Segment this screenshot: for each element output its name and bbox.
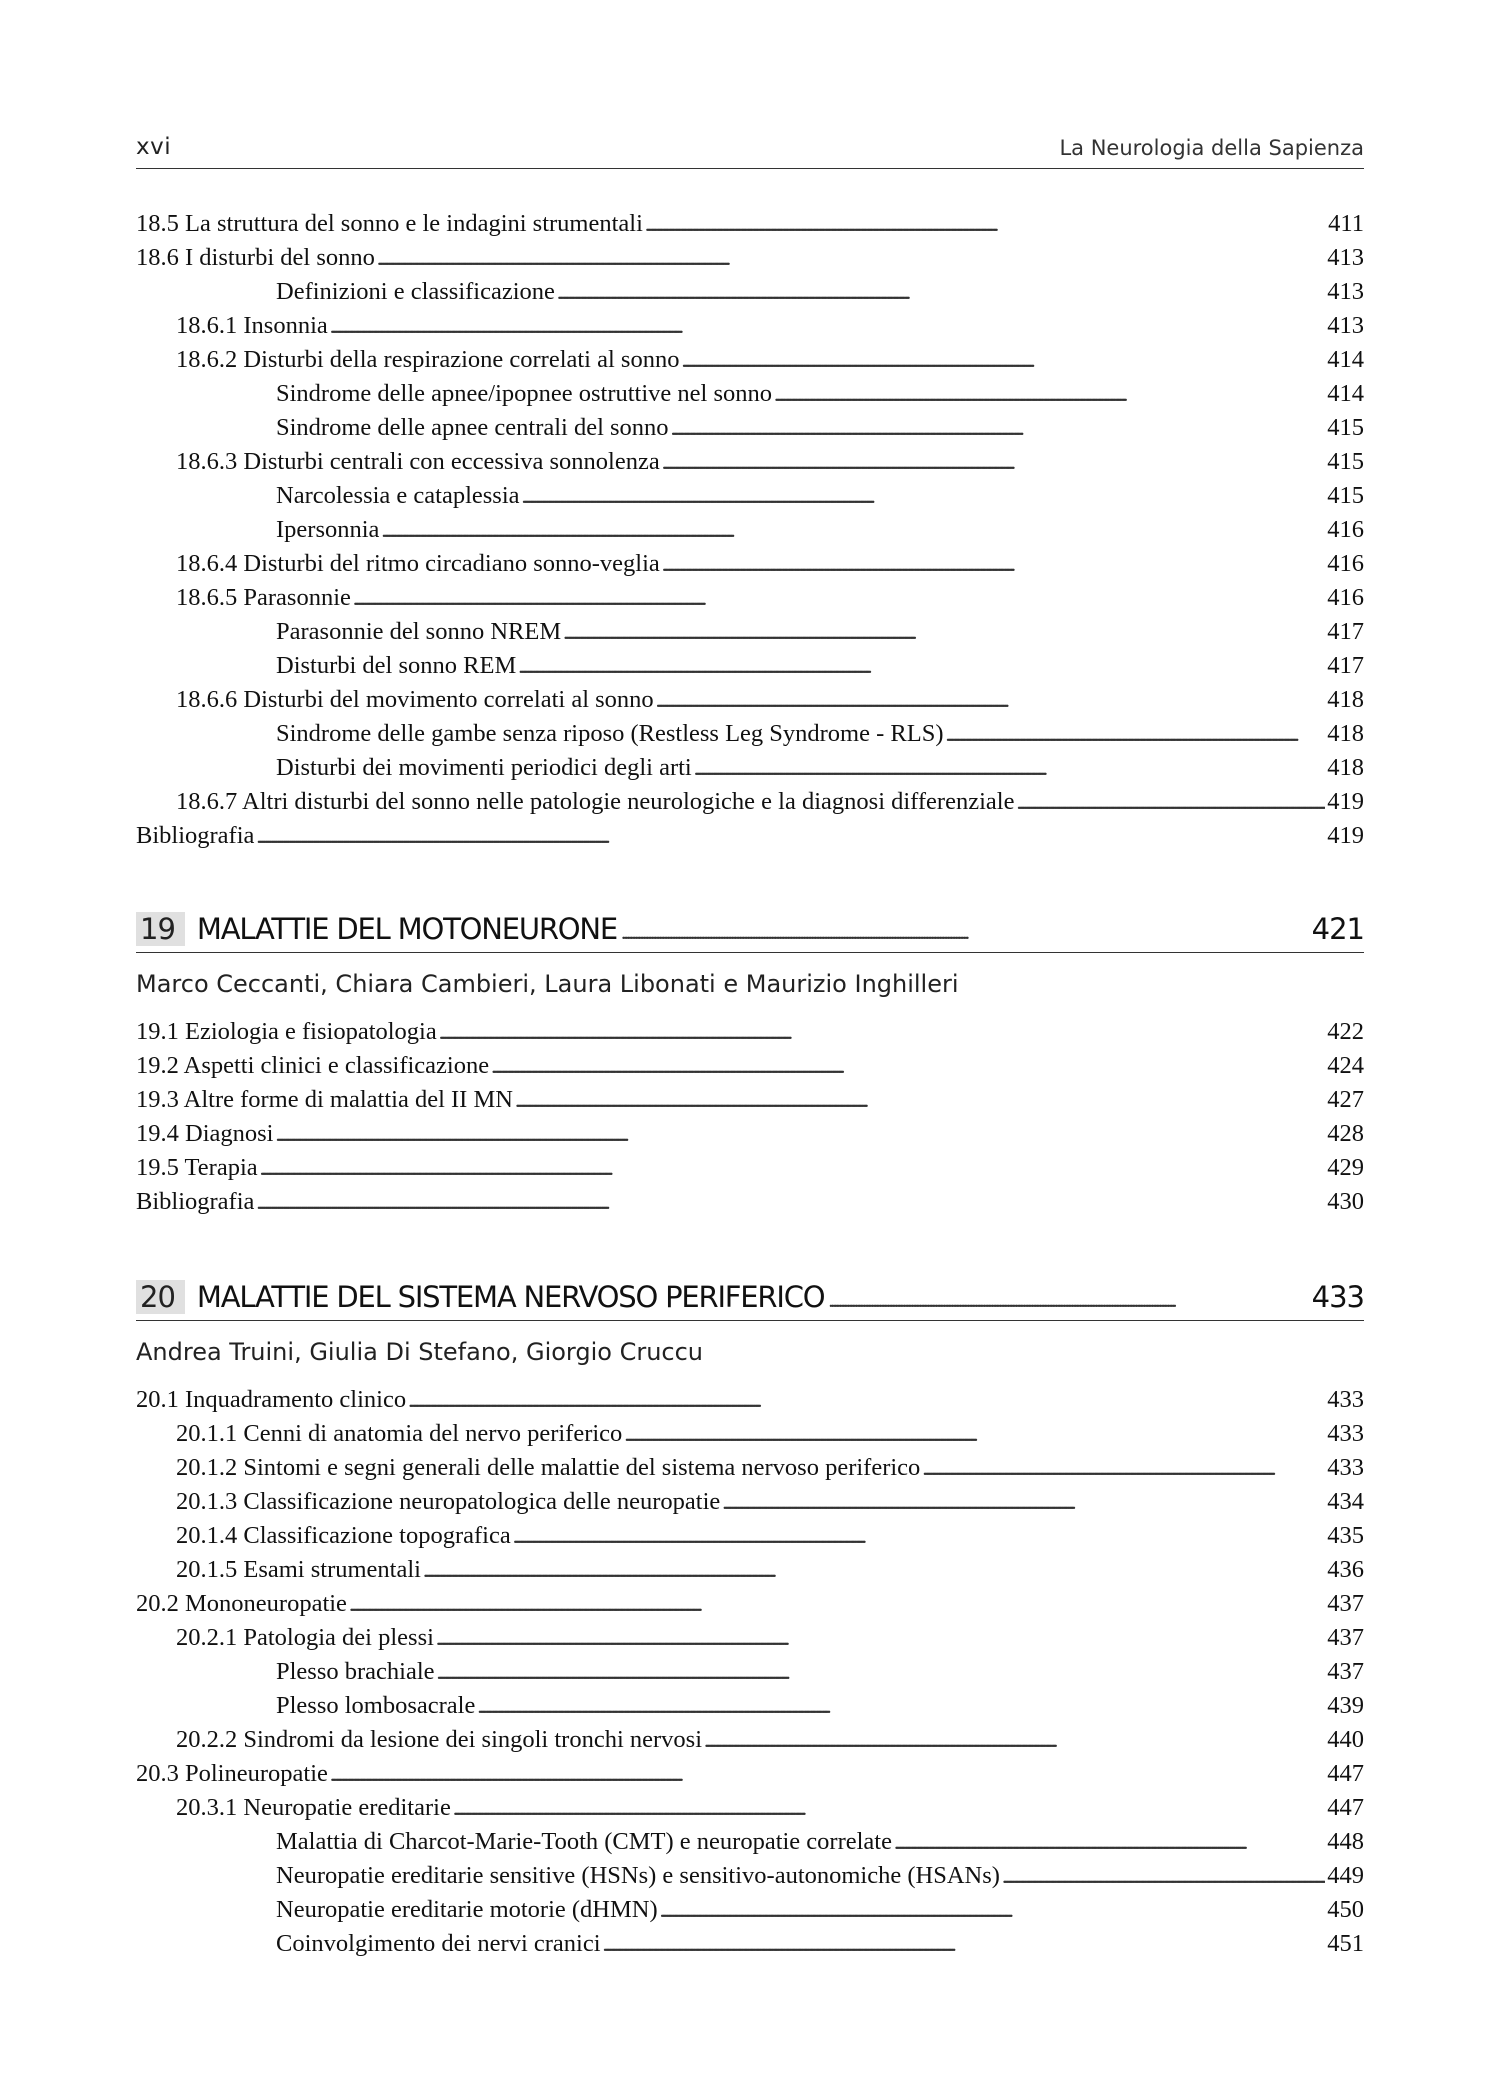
dot-leader [518, 652, 1325, 680]
toc-entry-title: 19.5 Terapia [136, 1154, 258, 1181]
toc-entry-page: 430 [1327, 1188, 1364, 1215]
dot-leader [349, 1590, 1325, 1618]
chapter-number: 20 [136, 1280, 185, 1314]
toc-entry[interactable] [136, 1154, 1364, 1188]
dot-leader [256, 1188, 1325, 1216]
dot-leader [381, 516, 1325, 544]
toc-entry[interactable] [136, 1522, 1364, 1556]
toc-entry-title: 20.2.1 Patologia dei plessi [176, 1624, 434, 1651]
toc-entry-page: 415 [1327, 448, 1364, 475]
toc-entry[interactable] [136, 652, 1364, 686]
toc-entry-page: 439 [1327, 1692, 1364, 1719]
toc-entry-title: Narcolessia e cataplessia [276, 482, 520, 509]
toc-entry-title: Parasonnie del sonno NREM [276, 618, 562, 645]
dot-leader [828, 1290, 1307, 1313]
toc-entry[interactable] [136, 380, 1364, 414]
toc-entry[interactable] [136, 1018, 1364, 1052]
toc-entry[interactable] [136, 1556, 1364, 1590]
toc-entry[interactable] [136, 210, 1364, 244]
chapter-page: 421 [1311, 912, 1364, 946]
toc-entry-title: Malattia di Charcot-Marie-Tooth (CMT) e neuropatie correlate [276, 1828, 892, 1855]
dot-leader [1016, 788, 1325, 816]
dot-leader [894, 1828, 1325, 1856]
toc-entry[interactable] [136, 1624, 1364, 1658]
toc-entry[interactable] [136, 1760, 1364, 1794]
toc-entry-page: 415 [1327, 414, 1364, 441]
toc-entry[interactable] [136, 754, 1364, 788]
dot-leader [557, 278, 1325, 306]
toc-entry[interactable] [136, 1052, 1364, 1086]
toc-entry-title: 20.1.4 Classificazione topografica [176, 1522, 511, 1549]
toc-entry[interactable] [136, 346, 1364, 380]
dot-leader [656, 686, 1326, 714]
dot-leader [522, 482, 1326, 510]
dot-leader [694, 754, 1326, 782]
toc-entry-title: 19.2 Aspetti clinici e classificazione [136, 1052, 490, 1079]
toc-entry[interactable] [136, 618, 1364, 652]
dot-leader [1002, 1862, 1325, 1890]
toc-entry-page: 422 [1327, 1018, 1364, 1045]
dot-leader [722, 1488, 1325, 1516]
dot-leader [603, 1930, 1326, 1958]
toc-entry[interactable] [136, 550, 1364, 584]
dot-leader [681, 346, 1325, 374]
chapter-heading-19[interactable] [136, 912, 1364, 953]
toc-entry-title: 20.1 Inquadramento clinico [136, 1386, 407, 1413]
toc-entry-title: Ipersonnia [276, 516, 380, 543]
toc-entry[interactable] [136, 1896, 1364, 1930]
toc-entry-title: 18.6.7 Altri disturbi del sonno nelle patologie neurologiche e la diagnosi differenziale [176, 788, 1015, 815]
page-header [136, 128, 1364, 169]
toc-entry-title: 18.6 I disturbi del sonno [136, 244, 375, 271]
dot-leader [515, 1086, 1325, 1114]
toc-entry-title: Sindrome delle gambe senza riposo (Restless Leg Syndrome - RLS) [276, 720, 944, 747]
toc-entry[interactable] [136, 1692, 1364, 1726]
toc-entry-page: 448 [1327, 1828, 1364, 1855]
toc-entry[interactable] [136, 788, 1364, 822]
dot-leader [260, 1154, 1326, 1182]
toc-entry-title: 20.1.3 Classificazione neuropatologica delle neuropatie [176, 1488, 721, 1515]
chapter-authors: Andrea Truini, Giulia Di Stefano, Giorgio Cruccu [136, 1338, 704, 1366]
toc-entry-title: Plesso brachiale [276, 1658, 435, 1685]
chapter-title: MALATTIE DEL SISTEMA NERVOSO PERIFERICO [196, 1280, 825, 1314]
toc-entry[interactable] [136, 1188, 1364, 1222]
toc-entry-title: Disturbi dei movimenti periodici degli arti [276, 754, 692, 781]
chapter-heading-20[interactable] [136, 1280, 1364, 1321]
toc-entry[interactable] [136, 312, 1364, 346]
toc-entry-page: 451 [1327, 1930, 1364, 1957]
toc-entry-title: Coinvolgimento dei nervi cranici [276, 1930, 601, 1957]
toc-entry-title: 20.1.5 Esami strumentali [176, 1556, 421, 1583]
toc-entry-title: Disturbi del sonno REM [276, 652, 517, 679]
toc-continued-section [136, 210, 1364, 856]
toc-entry-page: 433 [1327, 1454, 1364, 1481]
toc-entry-page: 427 [1327, 1086, 1364, 1113]
toc-entry-page: 429 [1327, 1154, 1364, 1181]
toc-entry-page: 414 [1327, 380, 1364, 407]
toc-entry[interactable] [136, 448, 1364, 482]
toc-entry-title: Bibliografia [136, 1188, 255, 1215]
toc-entry-page: 437 [1327, 1590, 1364, 1617]
running-title: La Neurologia della Sapienza [1059, 136, 1364, 160]
toc-entry-page: 419 [1327, 788, 1364, 815]
toc-entry[interactable] [136, 584, 1364, 618]
toc-entry-title: 20.1.1 Cenni di anatomia del nervo periferico [176, 1420, 623, 1447]
toc-entry[interactable] [136, 244, 1364, 278]
toc-entry[interactable] [136, 1488, 1364, 1522]
toc-entry[interactable] [136, 720, 1364, 754]
toc-entry[interactable] [136, 1454, 1364, 1488]
toc-entry-title: 20.1.2 Sintomi e segni generali delle malattie del sistema nervoso periferico [176, 1454, 921, 1481]
toc-entry[interactable] [136, 1828, 1364, 1862]
dot-leader [491, 1052, 1325, 1080]
toc-entry-page: 413 [1327, 244, 1364, 271]
toc-entry[interactable] [136, 482, 1364, 516]
dot-leader [671, 414, 1326, 442]
toc-entry[interactable] [136, 278, 1364, 312]
toc-entry-title: Neuropatie ereditarie sensitive (HSNs) e sensitivo-autonomiche (HSANs) [276, 1862, 1000, 1889]
toc-entry[interactable] [136, 1086, 1364, 1120]
toc-entry-title: Plesso lombosacrale [276, 1692, 476, 1719]
toc-entry-title: 18.6.5 Parasonnie [176, 584, 351, 611]
dot-leader [621, 922, 1308, 945]
toc-chapter-19-entries [136, 1018, 1364, 1222]
toc-entry-page: 428 [1327, 1120, 1364, 1147]
toc-entry-title: 20.2.2 Sindromi da lesione dei singoli tronchi nervosi [176, 1726, 703, 1753]
dot-leader [645, 210, 1326, 238]
toc-entry-page: 447 [1327, 1794, 1364, 1821]
toc-entry-page: 414 [1327, 346, 1364, 373]
toc-entry-page: 440 [1327, 1726, 1364, 1753]
toc-entry-page: 436 [1327, 1556, 1364, 1583]
toc-entry-page: 418 [1327, 754, 1364, 781]
toc-entry-page: 433 [1327, 1386, 1364, 1413]
toc-entry[interactable] [136, 1726, 1364, 1760]
toc-entry[interactable] [136, 822, 1364, 856]
dot-leader [330, 312, 1326, 340]
toc-entry-page: 415 [1327, 482, 1364, 509]
toc-entry[interactable] [136, 1420, 1364, 1454]
chapter-title: MALATTIE DEL MOTONEURONE [196, 912, 618, 946]
toc-entry-title: 19.4 Diagnosi [136, 1120, 274, 1147]
toc-entry-title: Sindrome delle apnee/ipopnee ostruttive nel sonno [276, 380, 773, 407]
dot-leader [408, 1386, 1325, 1414]
toc-entry-title: 18.6.1 Insonnia [176, 312, 328, 339]
toc-entry-page: 437 [1327, 1624, 1364, 1651]
dot-leader [662, 448, 1326, 476]
toc-entry-title: Sindrome delle apnee centrali del sonno [276, 414, 669, 441]
toc-entry-title: 18.6.3 Disturbi centrali con eccessiva sonnolenza [176, 448, 660, 475]
toc-entry-page: 417 [1327, 652, 1364, 679]
toc-entry-title: 20.3.1 Neuropatie ereditarie [176, 1794, 451, 1821]
dot-leader [439, 1018, 1326, 1046]
dot-leader [353, 584, 1325, 612]
dot-leader [704, 1726, 1325, 1754]
dot-leader [256, 822, 1325, 850]
page-number: xvi [136, 134, 172, 160]
toc-entry[interactable] [136, 686, 1364, 720]
toc-entry-title: 20.2 Mononeuropatie [136, 1590, 347, 1617]
toc-entry-title: 20.3 Polineuropatie [136, 1760, 328, 1787]
dot-leader [563, 618, 1325, 646]
toc-entry-title: 19.3 Altre forme di malattia del II MN [136, 1086, 513, 1113]
toc-entry-page: 433 [1327, 1420, 1364, 1447]
toc-entry-title: 18.6.4 Disturbi del ritmo circadiano sonno-veglia [176, 550, 660, 577]
toc-entry-page: 416 [1327, 516, 1364, 543]
toc-entry-page: 447 [1327, 1760, 1364, 1787]
dot-leader [423, 1556, 1325, 1584]
dot-leader [662, 550, 1325, 578]
toc-entry-page: 437 [1327, 1658, 1364, 1685]
toc-entry-page: 413 [1327, 312, 1364, 339]
dot-leader [330, 1760, 1325, 1788]
dot-leader [436, 1624, 1325, 1652]
toc-entry-title: Bibliografia [136, 822, 255, 849]
toc-entry-page: 424 [1327, 1052, 1364, 1079]
dot-leader [377, 244, 1325, 272]
toc-entry[interactable] [136, 1930, 1364, 1964]
toc-entry-page: 417 [1327, 618, 1364, 645]
chapter-authors: Marco Ceccanti, Chiara Cambieri, Laura Libonati e Maurizio Inghilleri [136, 970, 959, 998]
dot-leader [513, 1522, 1326, 1550]
dot-leader [453, 1794, 1325, 1822]
toc-entry[interactable] [136, 516, 1364, 550]
toc-entry-page: 450 [1327, 1896, 1364, 1923]
toc-entry[interactable] [136, 1862, 1364, 1896]
chapter-page: 433 [1311, 1280, 1364, 1314]
toc-entry-title: 18.5 La struttura del sonno e le indagini strumentali [136, 210, 643, 237]
toc-entry-page: 416 [1327, 584, 1364, 611]
toc-entry[interactable] [136, 1794, 1364, 1828]
dot-leader [922, 1454, 1325, 1482]
dot-leader [437, 1658, 1326, 1686]
dot-leader [477, 1692, 1325, 1720]
toc-entry-title: 19.1 Eziologia e fisiopatologia [136, 1018, 437, 1045]
toc-entry[interactable] [136, 1386, 1364, 1420]
toc-entry-page: 411 [1328, 210, 1364, 237]
dot-leader [774, 380, 1325, 408]
toc-chapter-20-entries [136, 1386, 1364, 1964]
toc-entry-page: 418 [1327, 686, 1364, 713]
toc-entry[interactable] [136, 414, 1364, 448]
toc-entry-page: 419 [1327, 822, 1364, 849]
toc-entry-title: 18.6.2 Disturbi della respirazione correlati al sonno [176, 346, 680, 373]
toc-entry[interactable] [136, 1590, 1364, 1624]
toc-entry-title: Neuropatie ereditarie motorie (dHMN) [276, 1896, 658, 1923]
toc-entry-page: 418 [1327, 720, 1364, 747]
toc-entry[interactable] [136, 1120, 1364, 1154]
toc-entry-page: 435 [1327, 1522, 1364, 1549]
chapter-number: 19 [136, 912, 185, 946]
dot-leader [624, 1420, 1325, 1448]
dot-leader [275, 1120, 1325, 1148]
dot-leader [946, 720, 1326, 748]
toc-entry-page: 434 [1327, 1488, 1364, 1515]
dot-leader [660, 1896, 1326, 1924]
toc-entry-page: 413 [1327, 278, 1364, 305]
toc-entry[interactable] [136, 1658, 1364, 1692]
toc-entry-title: 18.6.6 Disturbi del movimento correlati al sonno [176, 686, 654, 713]
toc-entry-page: 416 [1327, 550, 1364, 577]
toc-entry-page: 449 [1327, 1862, 1364, 1889]
toc-entry-title: Definizioni e classificazione [276, 278, 555, 305]
